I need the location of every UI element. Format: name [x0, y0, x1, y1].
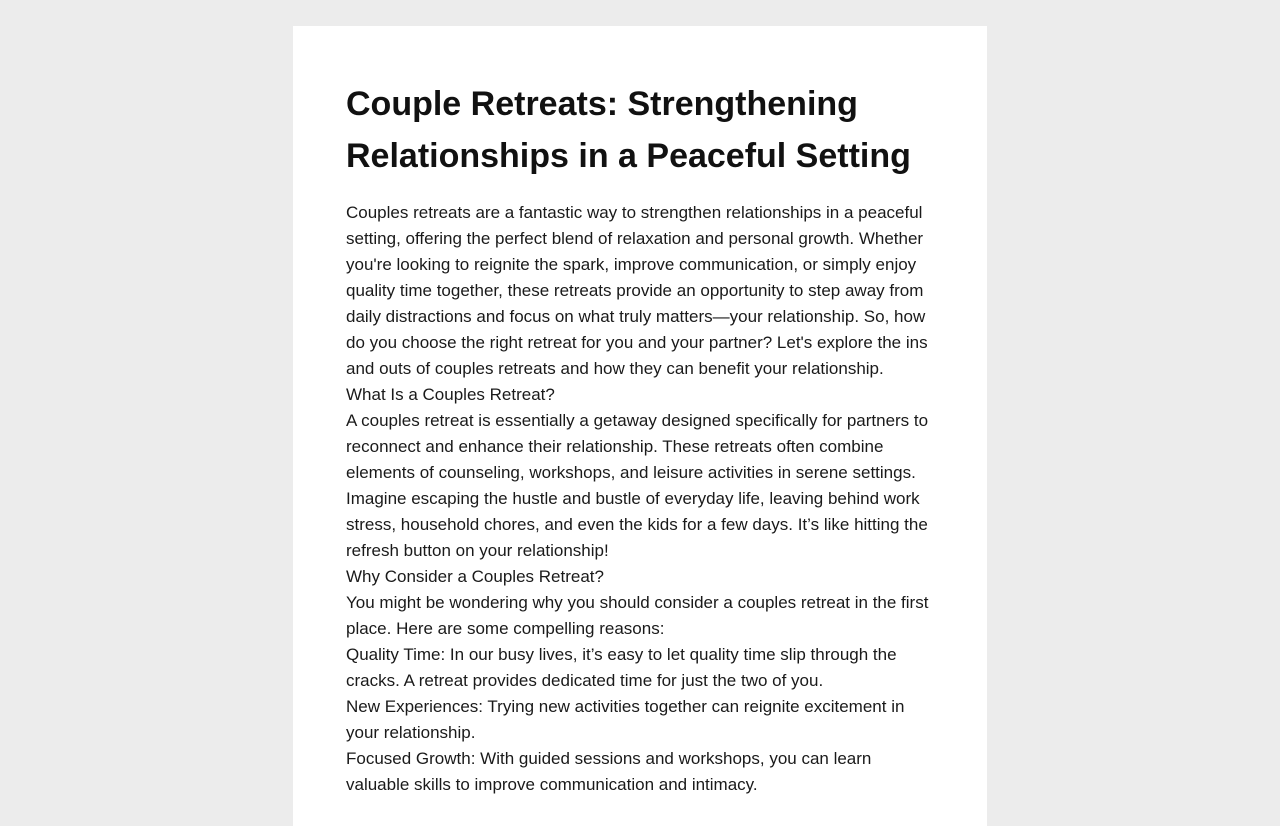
- article-card: [293, 26, 987, 826]
- section-heading-why-consider: Why Consider a Couples Retreat?: [346, 567, 604, 586]
- paragraph-what-is: A couples retreat is essentially a getaway designed specifically for partners to reconnect and enhance their relationship. These retreats often combine elements of counseling, workshops, and leisure activities in serene settings. Imagine escaping the hustle and bustle of everyday life, leaving behind work stress, household chores, and even the kids for a few days. It’s like hitting the refresh button on your relationship!: [346, 411, 929, 560]
- reason-new-experiences: New Experiences: Trying new activities together can reignite excitement in your relationship.: [346, 697, 905, 742]
- section-heading-what-is: What Is a Couples Retreat?: [346, 385, 555, 404]
- reason-quality-time: Quality Time: In our busy lives, it’s easy to let quality time slip through the cracks. A retreat provides dedicated time for just the two of you.: [346, 645, 897, 690]
- article-body: [346, 200, 934, 798]
- reason-focused-growth: Focused Growth: With guided sessions and workshops, you can learn valuable skills to improve communication and intimacy.: [346, 749, 872, 794]
- intro-paragraph: Couples retreats are a fantastic way to strengthen relationships in a peaceful setting, offering the perfect blend of relaxation and personal growth. Whether you're looking to reignite the spark, improve communication, or simply enjoy quality time together, these retreats provide an opportunity to step away from daily distractions and focus on what truly matters—your relationship. So, how do you choose the right retreat for you and your partner? Let's explore the ins and outs of couples retreats and how they can benefit your relationship.: [346, 203, 928, 378]
- article-title: Couple Retreats: Strengthening Relationships in a Peaceful Setting: [346, 85, 911, 175]
- paragraph-why-consider: You might be wondering why you should consider a couples retreat in the first place. Here are some compelling reasons:: [346, 593, 929, 638]
